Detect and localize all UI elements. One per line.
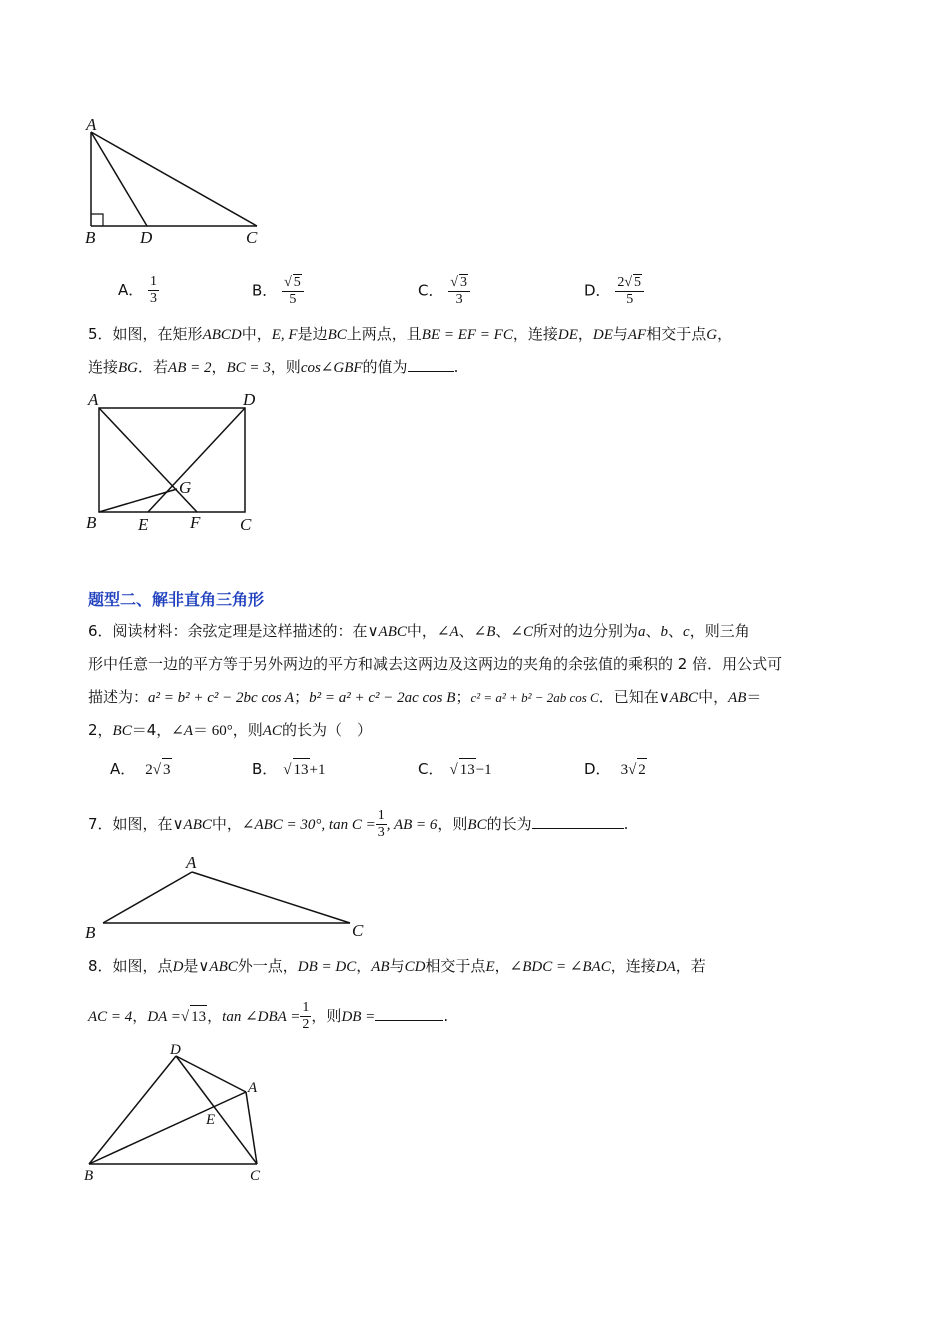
q6-line-3: 描述为：a² = b² + c² − 2bc cos A；b² = a² + c² − 2ac cos B；c² = a² + b² − 2ab cos C．已知在∨ABC中，AB＝: [88, 688, 762, 706]
figure-q8-quadrilateral: [80, 1040, 280, 1185]
q4-option-a[interactable]: A． $\frac{1}{3}$: [118, 274, 158, 306]
fraction: $\frac{2√ 5}{5}$: [615, 274, 644, 308]
figure-q7-triangle: [80, 850, 380, 945]
fraction: $\frac{√ 5}{5}$: [282, 274, 304, 308]
label-e: E: [138, 515, 149, 534]
label-f: F: [190, 513, 201, 532]
label-a: A: [86, 115, 97, 134]
q6-line-4: 2，BC＝4，∠A＝ 60°，则AC的长为（ ）: [88, 721, 372, 739]
label-g: G: [179, 478, 192, 497]
section-title: 题型二、解非直角三角形: [88, 590, 265, 609]
label-c: C: [352, 921, 364, 940]
q8-line-1: 8．如图，点D是∨ABC外一点，DB = DC，AB与CD相交于点E，∠BDC = ∠BAC，连接DA，若: [88, 957, 706, 975]
q6-option-b[interactable]: B． √ 13+1: [252, 758, 326, 781]
label-c: C: [250, 1168, 261, 1184]
fraction: $\frac{1}{3}$: [150, 274, 158, 306]
q6-option-d[interactable]: D． 3√ 2: [584, 758, 647, 781]
q6-line-2: 形中任意一边的平方等于另外两边的平方和减去这两边及这两边的夹角的余弦值的乘积的 2 倍．用公式可: [88, 655, 783, 673]
q5-line-2: 连接BG．若AB = 2，BC = 3，则cos∠GBF的值为 .: [88, 358, 459, 376]
q6-option-c[interactable]: C． √ 13−1: [418, 758, 492, 781]
label-b: B: [84, 1168, 94, 1184]
q8-line-2: AC = 4，DA =√ 13，tan ∠DBA = $\frac{1}{2}$ ，则DB = .: [88, 1000, 449, 1032]
label-b: B: [85, 228, 96, 247]
q5-line-1: 5．如图，在矩形ABCD中，E, F是边BC上两点，且BE = EF = FC，连接DE，DE与AF相交于点G，: [88, 325, 733, 343]
label-b: B: [86, 513, 97, 532]
label-a: A: [248, 1080, 258, 1096]
label-a: A: [88, 390, 99, 409]
answer-blank[interactable]: [532, 814, 624, 829]
q4-option-b[interactable]: B． $\frac{√ 5}{5}$: [252, 274, 304, 308]
label-d: D: [140, 228, 153, 247]
label-a: A: [186, 853, 197, 872]
figure-q5-rectangle: [80, 385, 270, 540]
fraction: $\frac{√ 3}{3}$: [448, 274, 470, 308]
q4-option-c[interactable]: C． $\frac{√ 3}{3}$: [418, 274, 470, 308]
q6-line-1: 6．阅读材料：余弦定理是这样描述的：在∨ABC中，∠A、∠B、∠C所对的边分别为a、b、c，则三角: [88, 622, 750, 640]
fraction: $\frac{1}{3}$: [377, 808, 385, 840]
q7-line-1: 7．如图，在∨ABC中，∠ABC = 30°, tan C = $\frac{1}{3}$ , AB = 6，则BC的长为 .: [88, 808, 629, 840]
fraction: $\frac{1}{2}$: [302, 1000, 310, 1032]
q6-option-a[interactable]: A． 2√ 3: [110, 758, 172, 781]
figure-q4-triangle: [80, 110, 280, 255]
q4-option-d[interactable]: D． $\frac{2√ 5}{5}$: [584, 274, 644, 308]
answer-blank[interactable]: [375, 1006, 443, 1021]
label-b: B: [85, 923, 96, 942]
label-d: D: [243, 390, 256, 409]
label-e: E: [206, 1112, 216, 1128]
label-c: C: [246, 228, 258, 247]
label-d: D: [170, 1042, 181, 1058]
label-c: C: [240, 515, 252, 534]
answer-blank[interactable]: [408, 357, 454, 372]
